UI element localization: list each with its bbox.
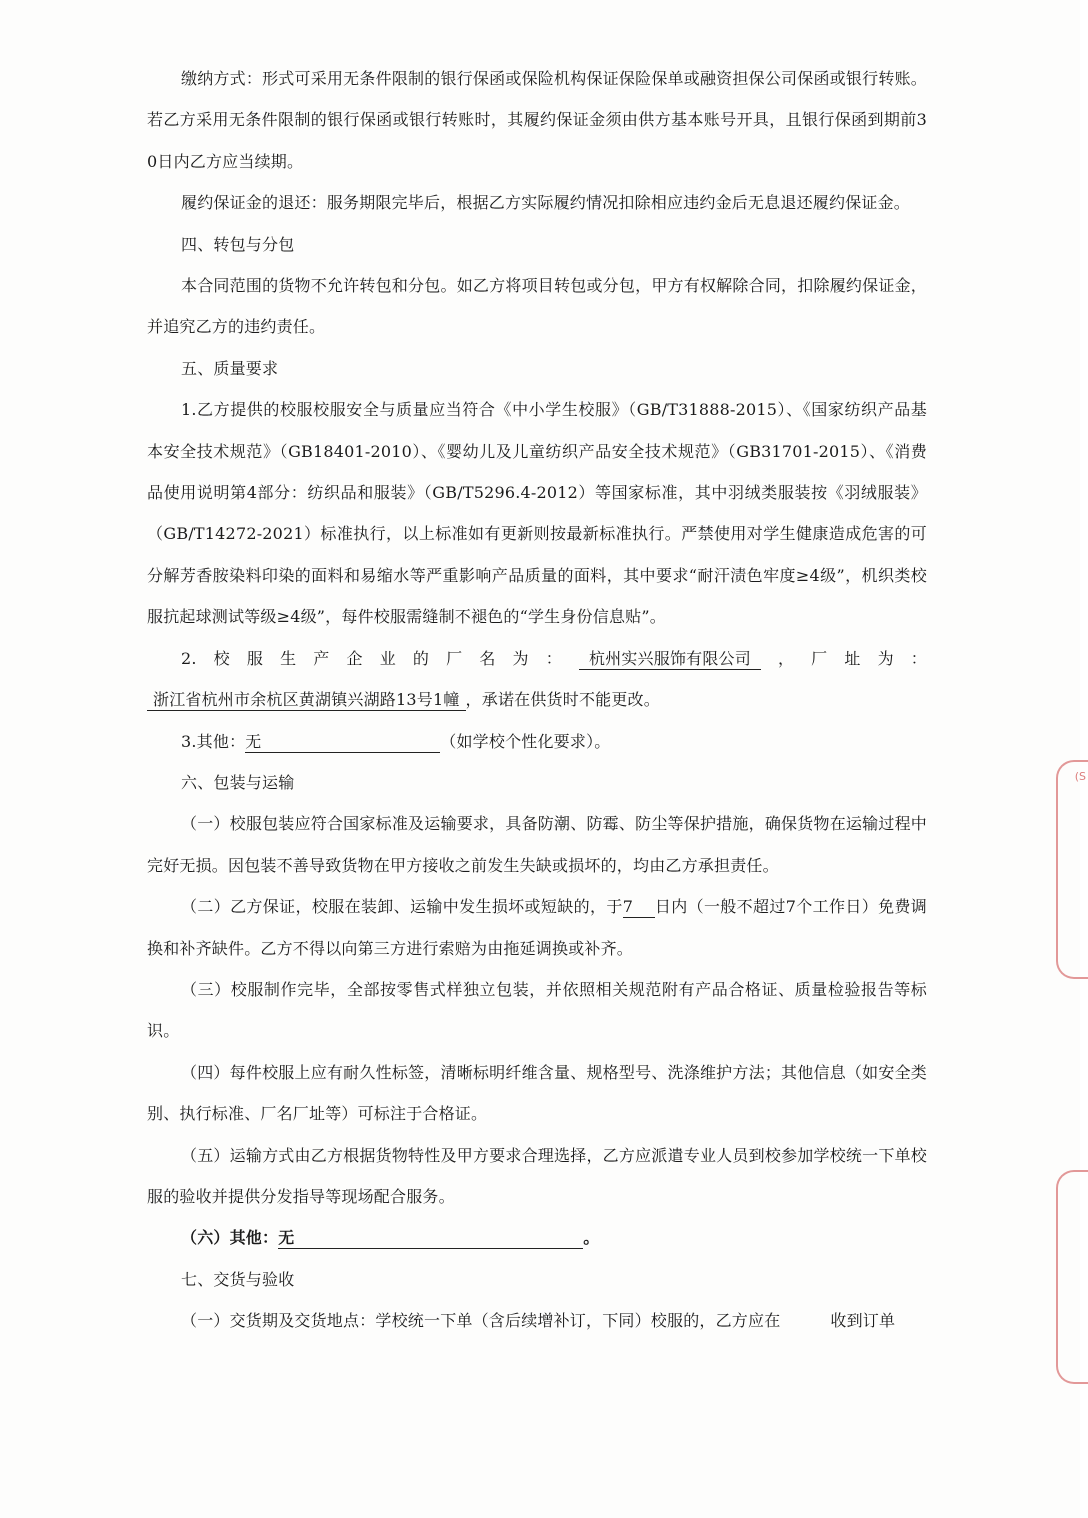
seal-fragment-bottom	[1056, 1170, 1088, 1384]
packaging-paragraph-6	[147, 1217, 927, 1258]
manufacturer-commitment: ，承诺在供货时不能更改。	[465, 690, 660, 710]
subcontract-paragraph: 本合同范围的货物不允许转包和分包。如乙方将项目转包或分包，甲方有权解除合同，扣除履约保证金，并追究乙方的违约责任。	[147, 276, 927, 337]
section-7-heading: 七、交货与验收	[181, 1269, 295, 1289]
section-5-heading: 五、质量要求	[181, 358, 279, 378]
packaging-paragraph-2	[147, 886, 927, 969]
seal-text: (S	[1074, 770, 1086, 783]
manufacturer-paragraph	[147, 638, 927, 721]
address-label: ，厂址为：	[760, 648, 927, 668]
packaging-paragraph-1: （一）校服包装应符合国家标准及运输要求，具备防潮、防霉、防尘等保护措施，确保货物在运输过程中完好无损。因包装不善导致货物在甲方接收之前发生失缺或损坏的，均由乙方承担责任。	[147, 814, 927, 875]
other-label-2: （六）其他：	[181, 1228, 279, 1248]
replacement-text-cont: 日内（一般不超过7个工作日）免费调换和补齐缺件。乙方不得以向第三方进行索赔为由拖延调换或补齐。	[147, 897, 927, 958]
payment-method-paragraph: 缴纳方式：形式可采用无条件限制的银行保函或保险机构保证保险保单或融资担保公司保函或银行转账。若乙方采用无条件限制的银行保函或银行转账时，其履约保证金须由供方基本账号开具，且银行保函到期前30日内乙方应当续期。	[147, 69, 927, 171]
other-end: 。	[583, 1228, 600, 1248]
section-4-heading: 四、转包与分包	[181, 234, 295, 254]
packaging-paragraph-3: （三）校服制作完毕，全部按零售式样独立包装，并依照相关规范附有产品合格证、质量检验报告等标识。	[147, 979, 927, 1041]
other-note: （如学校个性化要求）。	[440, 731, 611, 751]
other-label: 3.其他：	[181, 731, 246, 751]
deposit-refund-paragraph: 履约保证金的退还：服务期限完毕后，根据乙方实际履约情况扣除相应违约金后无息退还履约保证金。	[181, 193, 911, 213]
quality-standards-paragraph: 1.乙方提供的校服校服安全与质量应当符合《中小学生校服》（GB/T31888-2015）、《国家纺织产品基本安全技术规范》（GB18401-2010）、《婴幼儿及儿童纺织产品安全技术规范》（GB31701-2015）、《消费品使用说明第4部分：纺织品和服装》（GB/T5296.4-2012）等国家标准，其中羽绒类服装按《羽绒服装》（GB/T14272-2021）标准执行，以上标准如有更新则按最新标准执行。严禁使用对学生健康造成危害的可分解芳香胺染料印染的面料和易缩水等严重影响产品质量的面料，其中要求“耐汗渍色牢度≥4级”，机织类校服抗起球测试等级≥4级”，每件校服需缝制不褪色的“学生身份信息贴”。	[147, 400, 927, 627]
manufacturer-label: 2.校服生产企业的厂名为：	[181, 648, 579, 668]
manufacturer-name-field: 杭州实兴服饰有限公司	[579, 649, 761, 670]
delivery-text: （一）交货期及交货地点：学校统一下单（含后续增补订，下同）校服的，乙方应在	[181, 1311, 781, 1331]
manufacturer-address-field: 浙江省杭州市余杭区黄湖镇兴湖路13号1幢	[147, 690, 466, 711]
section-6-heading: 六、包装与运输	[181, 772, 295, 792]
replacement-days-field: 7	[623, 897, 655, 918]
delivery-paragraph	[147, 1300, 927, 1341]
seal-fragment-top	[1056, 760, 1088, 979]
packaging-paragraph-5: （五）运输方式由乙方根据货物特性及甲方要求合理选择，乙方应派遣专业人员到校参加学校统一下单校服的验收并提供分发指导等现场配合服务。	[147, 1145, 927, 1206]
other-requirements-paragraph	[147, 721, 927, 762]
packaging-paragraph-4: （四）每件校服上应有耐久性标签，清晰标明纤维含量、规格型号、洗涤维护方法；其他信息（如安全类别、执行标准、厂名厂址等）可标注于合格证。	[147, 1062, 927, 1124]
contract-body	[147, 58, 927, 1342]
replacement-text: （二）乙方保证，校服在装卸、运输中发生损坏或短缺的，于	[181, 897, 623, 917]
other-value-field-2: 无	[278, 1228, 583, 1249]
other-value-field: 无	[245, 732, 440, 753]
delivery-text-cont: 收到订单	[830, 1311, 896, 1331]
